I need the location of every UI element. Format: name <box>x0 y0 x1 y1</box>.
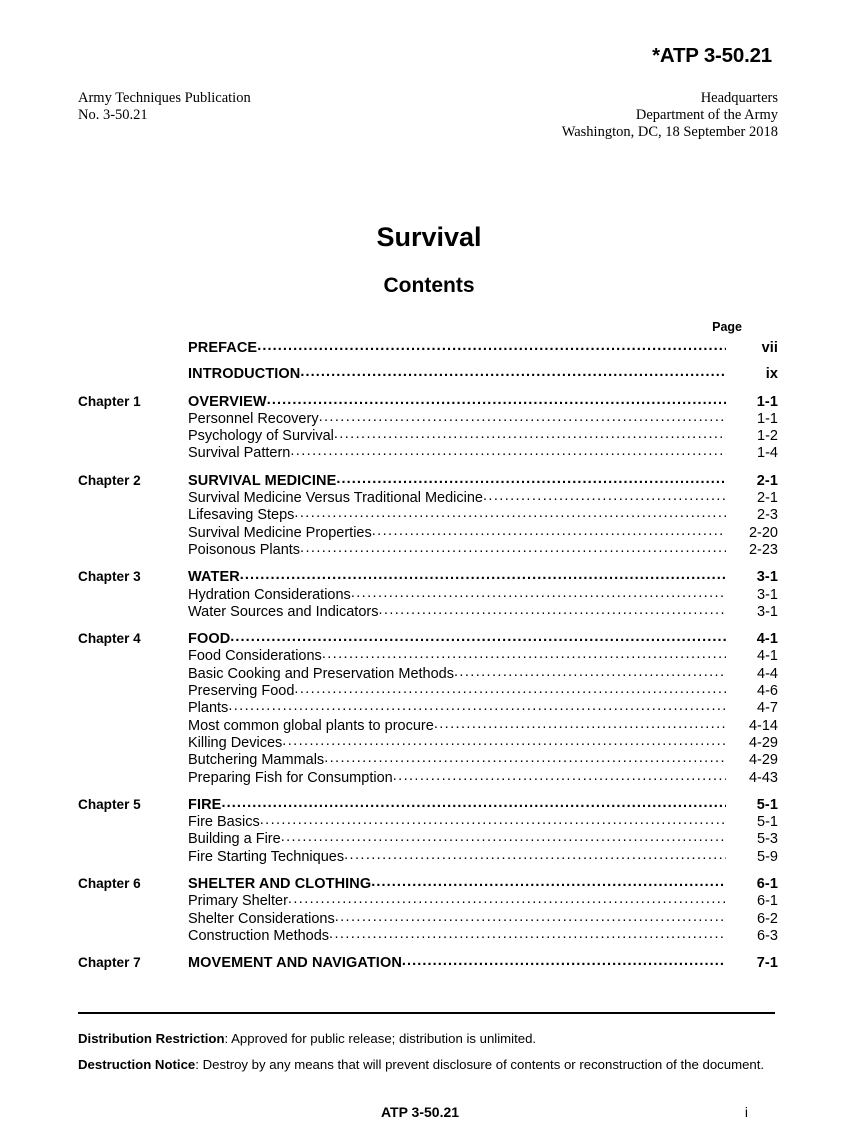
toc-dot-leader <box>319 409 726 426</box>
toc-entry-title: Fire Starting Techniques <box>188 848 345 865</box>
toc-entry-title: Preserving Food <box>188 683 295 700</box>
masthead-left-block <box>78 90 251 124</box>
toc-page-number: 3-1 <box>756 569 778 586</box>
toc-entry-title: Construction Methods <box>188 927 330 944</box>
toc-entry-title: Basic Cooking and Preservation Methods <box>188 665 454 682</box>
toc-dot-leader <box>267 392 726 409</box>
toc-chapter-label: Chapter 4 <box>78 631 141 647</box>
toc-page-number: 1-1 <box>756 393 778 410</box>
toc-page-number: 5-1 <box>756 796 778 813</box>
masthead-right-line: Washington, DC, 18 September 2018 <box>561 124 778 140</box>
toc-chapter-label: Chapter 2 <box>78 472 141 488</box>
footer-publication-number: ATP 3-50.21 <box>380 1104 460 1120</box>
toc-dot-leader <box>335 909 726 926</box>
toc-dot-leader <box>351 585 726 602</box>
toc-page-number: 4-1 <box>756 631 778 648</box>
toc-entry-title: Water Sources and Indicators <box>188 603 379 620</box>
toc-chapter-row[interactable] <box>78 954 778 972</box>
toc-entry-title: PREFACE <box>188 340 258 356</box>
toc-dot-leader <box>240 567 726 584</box>
notice-separator: : <box>224 1031 229 1046</box>
notice-paragraph <box>78 1030 771 1048</box>
toc-page-number: 5-1 <box>757 814 778 831</box>
toc-section-row[interactable] <box>78 849 778 866</box>
notice-label: Destruction Notice <box>78 1056 196 1072</box>
notice-separator: : <box>195 1056 199 1072</box>
toc-dot-leader <box>294 681 726 698</box>
notice-label: Distribution Restriction <box>78 1031 225 1046</box>
toc-page-number: 2-23 <box>748 541 778 558</box>
toc-chapter-row[interactable] <box>78 366 778 383</box>
toc-dot-leader <box>322 646 726 663</box>
toc-page-number: 6-2 <box>757 910 778 927</box>
toc-page-number: 4-29 <box>748 752 778 769</box>
toc-page-number: 3-1 <box>757 586 778 603</box>
toc-entry-title: WATER <box>188 569 240 586</box>
toc-dot-leader <box>281 829 726 846</box>
toc-entry-title: Survival Pattern <box>188 445 291 462</box>
masthead-right-block <box>562 90 778 141</box>
toc-entry-title: Most common global plants to procure <box>188 717 434 734</box>
toc-dot-leader <box>434 716 726 733</box>
toc-page-number: 2-20 <box>748 524 778 541</box>
toc-page-number: ix <box>765 366 778 383</box>
toc-dot-leader <box>260 812 726 829</box>
toc-entry-title: Primary Shelter <box>188 893 288 910</box>
toc-dot-leader <box>257 338 726 355</box>
toc-entry-title: Killing Devices <box>188 734 283 751</box>
contents-heading: Contents <box>383 274 475 297</box>
toc-dot-leader <box>329 926 726 943</box>
toc-chapter-label: Chapter 6 <box>78 876 141 892</box>
toc-dot-leader <box>372 523 726 540</box>
toc-entry-title: Plants <box>188 700 229 717</box>
masthead-left-line: Army Techniques Publication <box>78 90 251 106</box>
toc-section-row[interactable] <box>78 542 778 559</box>
toc-page-number: 5-3 <box>757 831 778 848</box>
toc-page-number: vii <box>761 340 778 356</box>
toc-page-number: 4-43 <box>748 769 778 786</box>
toc-entry-title: Psychology of Survival <box>188 428 334 445</box>
toc-dot-leader <box>393 768 726 785</box>
toc-page-number: 1-2 <box>757 428 778 445</box>
toc-chapter-label: Chapter 5 <box>78 796 141 812</box>
toc-entry-title: OVERVIEW <box>188 393 267 410</box>
toc-entry-title: Hydration Considerations <box>188 586 351 603</box>
toc-column-header-row <box>78 320 778 340</box>
toc-entry-title: Survival Medicine Properties <box>188 524 372 541</box>
toc-entry-title: Building a Fire <box>188 831 281 848</box>
table-of-contents <box>78 320 778 973</box>
toc-dot-leader <box>294 505 726 522</box>
notices-block <box>78 1030 771 1073</box>
toc-entry-title: INTRODUCTION <box>188 366 301 383</box>
toc-section-row[interactable] <box>78 604 778 621</box>
masthead-right-line: Department of the Army <box>635 107 778 123</box>
toc-entry-title: SURVIVAL MEDICINE <box>188 472 337 489</box>
toc-entry-title: Fire Basics <box>188 814 260 831</box>
toc-section-row[interactable] <box>78 770 778 787</box>
toc-chapter-row[interactable] <box>78 340 778 357</box>
toc-page-number: 5-9 <box>757 848 778 865</box>
toc-chapter-label: Chapter 7 <box>78 955 141 971</box>
toc-dot-leader <box>300 364 726 381</box>
toc-entry-title: Personnel Recovery <box>188 410 319 427</box>
toc-entry-title: Food Considerations <box>188 648 322 665</box>
toc-dot-leader <box>230 629 726 646</box>
toc-dot-leader <box>371 874 726 891</box>
toc-page-number: 2-1 <box>756 472 778 489</box>
notice-paragraph <box>78 1056 771 1074</box>
toc-page-number: 7-1 <box>756 955 778 972</box>
toc-dot-leader <box>282 733 726 750</box>
toc-page-number: 4-4 <box>757 665 778 682</box>
page-column-header: Page <box>712 320 742 334</box>
toc-rows <box>78 340 778 973</box>
toc-page-number: 3-1 <box>757 603 778 620</box>
toc-page-number: 4-6 <box>757 683 778 700</box>
toc-dot-leader <box>344 847 726 864</box>
footer-divider <box>78 1012 775 1014</box>
toc-dot-leader <box>378 602 726 619</box>
toc-dot-leader <box>300 540 726 557</box>
toc-dot-leader <box>336 471 726 488</box>
toc-dot-leader <box>402 953 726 970</box>
toc-dot-leader <box>228 698 726 715</box>
toc-entry-title: Shelter Considerations <box>188 910 335 927</box>
document-title: Survival <box>376 222 482 252</box>
toc-entry-title: Butchering Mammals <box>188 752 325 769</box>
toc-chapter-label: Chapter 1 <box>78 393 141 409</box>
toc-chapter-label: Chapter 3 <box>78 569 141 585</box>
toc-dot-leader <box>454 664 726 681</box>
toc-page-number: 4-1 <box>757 648 778 665</box>
toc-entry-title: Preparing Fish for Consumption <box>188 769 393 786</box>
toc-entry-title: SHELTER AND CLOTHING <box>188 876 372 893</box>
toc-section-row[interactable] <box>78 928 778 945</box>
toc-entry-title: MOVEMENT AND NAVIGATION <box>188 955 402 972</box>
toc-dot-leader <box>334 426 726 443</box>
footer-page-number: i <box>744 1104 748 1120</box>
toc-page-number: 6-3 <box>757 927 778 944</box>
toc-entry-title: Survival Medicine Versus Traditional Medicine <box>188 490 483 507</box>
toc-dot-leader <box>290 443 726 460</box>
toc-page-number: 6-1 <box>757 893 778 910</box>
toc-page-number: 2-3 <box>757 507 778 524</box>
toc-dot-leader <box>483 488 726 505</box>
toc-section-row[interactable] <box>78 445 778 462</box>
toc-page-number: 1-4 <box>757 445 778 462</box>
toc-page-number: 4-29 <box>748 734 778 751</box>
toc-dot-leader <box>288 891 726 908</box>
toc-dot-leader <box>221 795 726 812</box>
toc-entry-title: FIRE <box>188 796 222 813</box>
toc-page-number: 4-14 <box>748 717 778 734</box>
toc-page-number: 4-7 <box>757 700 778 717</box>
toc-page-number: 2-1 <box>757 490 778 507</box>
toc-entry-title: FOOD <box>188 631 231 648</box>
masthead-right-line: Headquarters <box>700 90 778 106</box>
toc-page-number: 1-1 <box>757 410 778 427</box>
toc-page-number: 6-1 <box>756 876 778 893</box>
masthead-left-line: No. 3-50.21 <box>78 107 148 123</box>
toc-entry-title: Lifesaving Steps <box>188 507 295 524</box>
toc-dot-leader <box>324 750 726 767</box>
toc-entry-title: Poisonous Plants <box>188 541 301 558</box>
page-footer <box>0 1104 858 1124</box>
notice-text: Destroy by any means that will prevent disclosure of contents or reconstruction of the document. <box>198 1056 765 1072</box>
publication-number-title: *ATP 3-50.21 <box>652 44 772 67</box>
notice-text: Approved for public release; distribution is unlimited. <box>228 1031 537 1046</box>
